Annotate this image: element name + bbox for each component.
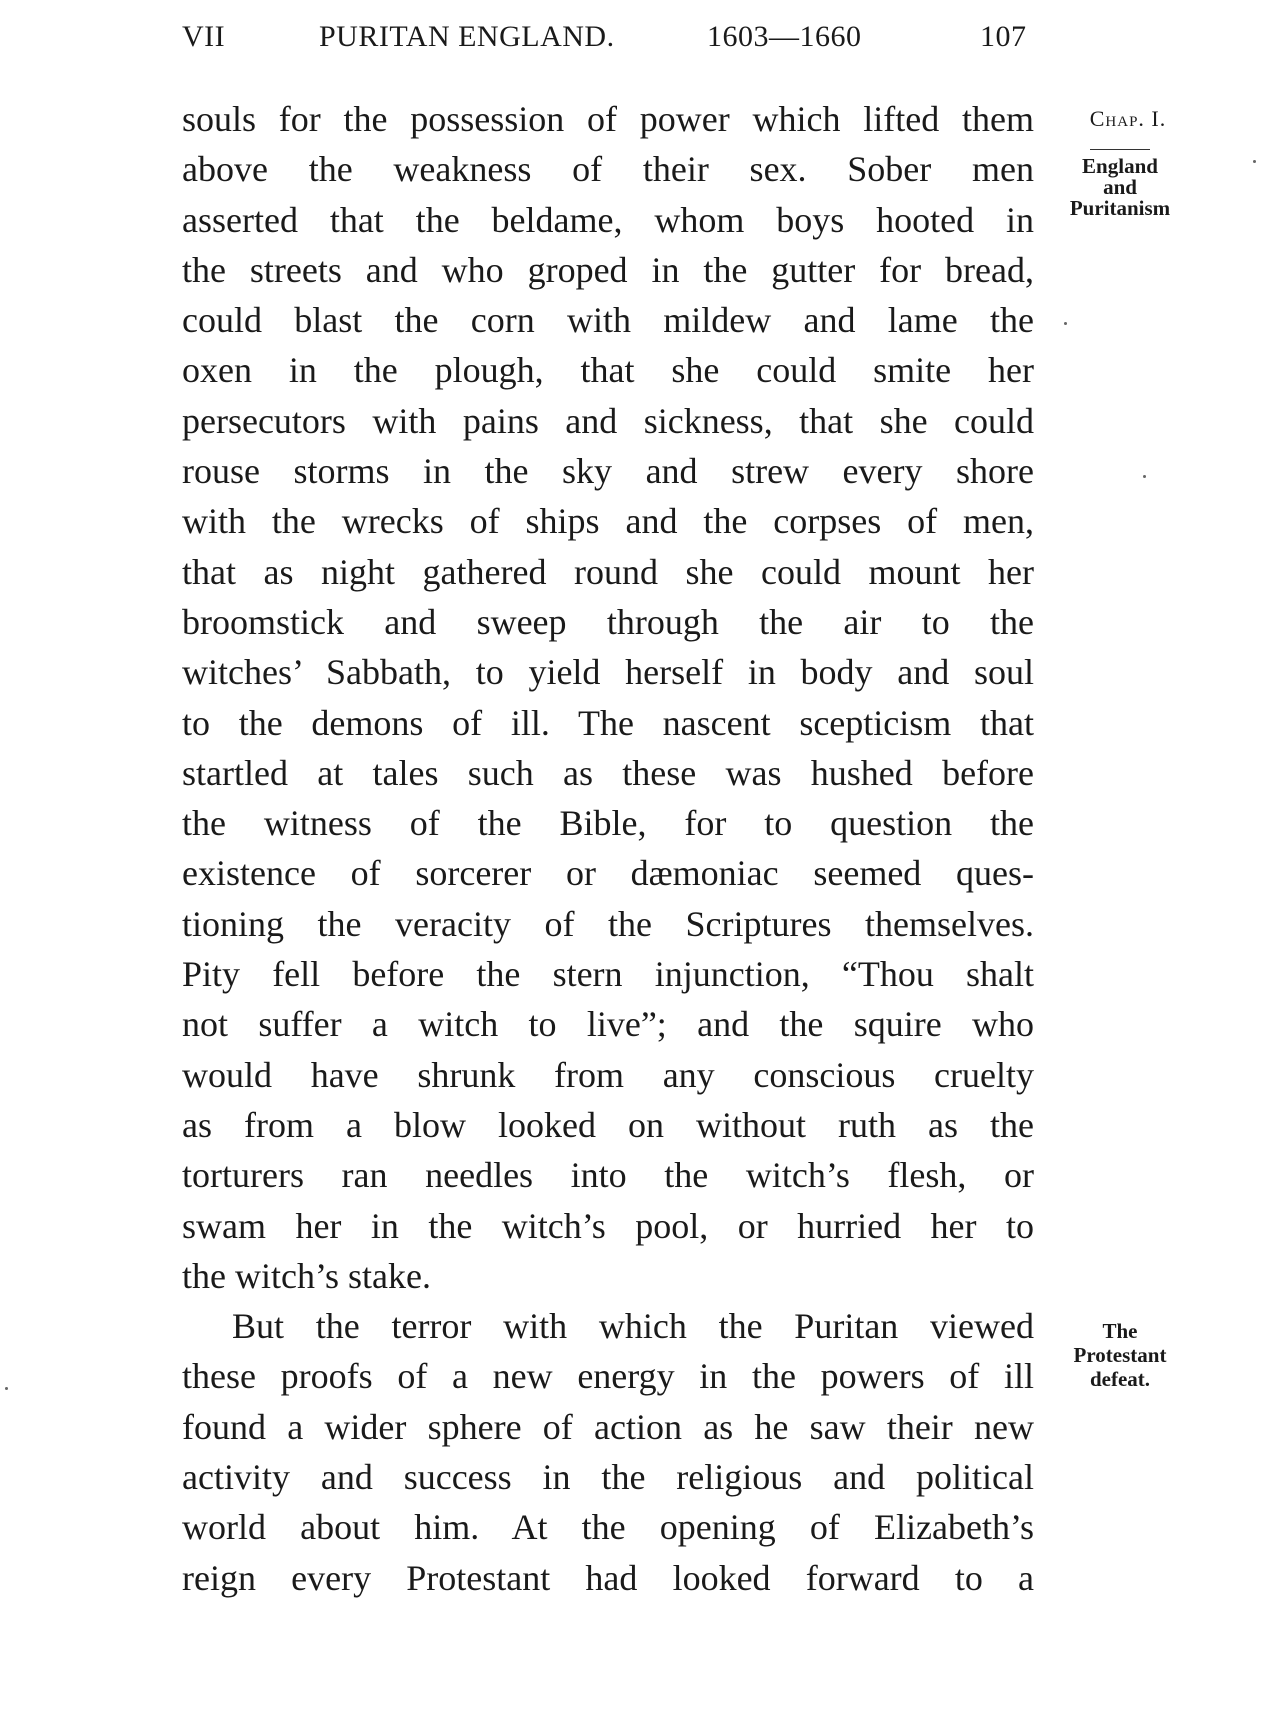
scan-speck bbox=[1253, 160, 1256, 163]
text-line: could blast the corn with mildew and lame the bbox=[182, 300, 1034, 341]
scan-speck bbox=[1064, 322, 1067, 325]
sidenote-rule bbox=[1090, 149, 1150, 150]
text-line: the witness of the Bible, for to question the bbox=[182, 803, 1034, 844]
body-text bbox=[182, 94, 1034, 1603]
text-line: the streets and who groped in the gutter for bread, bbox=[182, 249, 1034, 290]
sidenote-protestant-defeat bbox=[1040, 1319, 1200, 1391]
text-line: that as night gathered round she could mount her bbox=[182, 551, 1034, 592]
text-line: to the demons of ill. The nascent scepticism that bbox=[182, 702, 1034, 743]
text-line: witches’ Sabbath, to yield herself in body and soul bbox=[182, 652, 1034, 693]
sidenote-line: Protestant bbox=[1073, 1343, 1167, 1367]
text-line: above the weakness of their sex. Sober men bbox=[182, 149, 1034, 190]
sidenote-line: The bbox=[1102, 1319, 1138, 1343]
text-line: would have shrunk from any conscious cruelty bbox=[182, 1054, 1034, 1095]
text-line: as from a blow looked on without ruth as the bbox=[182, 1104, 1034, 1145]
text-line: tioning the veracity of the Scriptures themselves. bbox=[182, 903, 1034, 944]
text-line: souls for the possession of power which lifted them bbox=[182, 99, 1034, 139]
text-line: torturers ran needles into the witch’s flesh, or bbox=[182, 1155, 1034, 1196]
sidenote-line: and bbox=[1103, 175, 1137, 199]
running-head-chapter: VII bbox=[182, 20, 226, 53]
running-head-title: PURITAN ENGLAND. bbox=[319, 20, 615, 53]
text-line: with the wrecks of ships and the corpses of men, bbox=[182, 501, 1034, 542]
scan-speck bbox=[1143, 475, 1146, 478]
text-line: persecutors with pains and sickness, that she could bbox=[182, 400, 1034, 441]
text-line: found a wider sphere of action as he saw their new bbox=[182, 1406, 1034, 1447]
text-line: oxen in the plough, that she could smite her bbox=[182, 350, 1034, 391]
text-line: asserted that the beldame, whom boys hooted in bbox=[182, 199, 1034, 240]
text-line: reign every Protestant had looked forward to a bbox=[182, 1557, 1034, 1598]
text-line: these proofs of a new energy in the powers of ill bbox=[182, 1356, 1034, 1397]
running-head bbox=[182, 20, 1032, 60]
running-head-dates: 1603—1660 bbox=[707, 20, 862, 53]
text-line: world about him. At the opening of Elizabeth’s bbox=[182, 1507, 1034, 1548]
sidenote-england-and-puritanism bbox=[1040, 156, 1200, 219]
sidenote-line: defeat. bbox=[1089, 1367, 1151, 1391]
text-line: startled at tales such as these was hushed before bbox=[182, 752, 1034, 793]
text-line: activity and success in the religious and political bbox=[182, 1457, 1034, 1498]
text-line: rouse storms in the sky and strew every shore bbox=[182, 451, 1034, 492]
scan-speck bbox=[5, 1387, 8, 1390]
sidenote-line: England bbox=[1082, 154, 1158, 178]
text-line: Pity fell before the stern injunction, “Thou shalt bbox=[182, 954, 1034, 995]
text-line: not suffer a witch to live”; and the squire who bbox=[182, 1004, 1034, 1045]
text-line: broomstick and sweep through the air to the bbox=[182, 601, 1034, 642]
text-line: swam her in the witch’s pool, or hurried her to bbox=[182, 1205, 1034, 1246]
text-line: But the terror with which the Puritan viewed bbox=[232, 1306, 1034, 1347]
text-line: the witch’s stake. bbox=[182, 1255, 431, 1296]
text-line: existence of sorcerer or dæmoniac seemed ques- bbox=[182, 853, 1034, 894]
sidenote-chapter: Chap. I. bbox=[1089, 106, 1167, 131]
sidenote-line: Puritanism bbox=[1069, 196, 1171, 220]
page-number: 107 bbox=[980, 20, 1027, 53]
